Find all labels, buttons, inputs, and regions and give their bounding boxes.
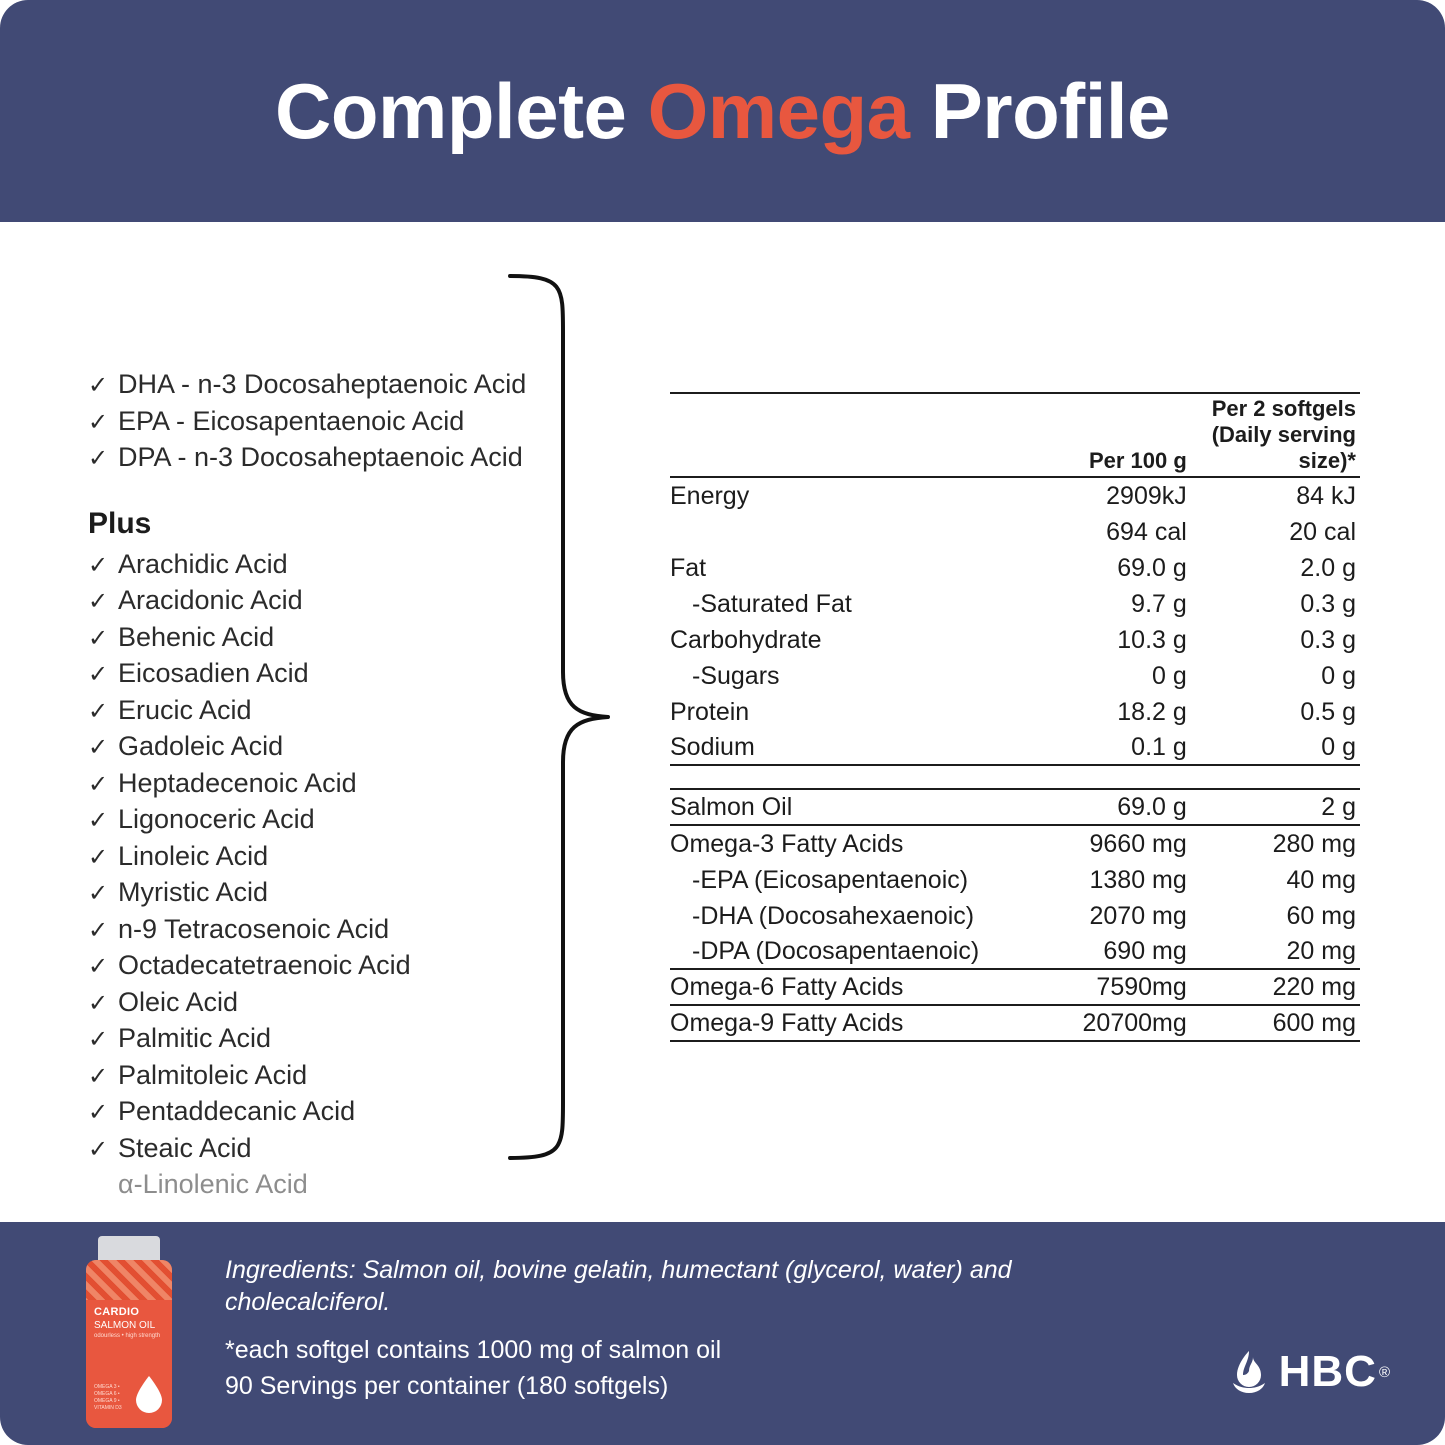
row-label: Energy xyxy=(670,482,750,510)
row-per100g: 18.2 g xyxy=(1117,698,1187,726)
check-icon: ✓ xyxy=(88,989,109,1017)
table-row xyxy=(670,969,1360,1005)
check-icon: ✓ xyxy=(88,843,109,871)
content-area xyxy=(0,222,1445,1222)
row-per100g: 694 cal xyxy=(1106,518,1187,546)
row-per100g: 69.0 g xyxy=(1117,554,1187,582)
row-per100g: 2909kJ xyxy=(1106,482,1187,510)
list-item-label: Arachidic Acid xyxy=(118,548,288,579)
check-icon: ✓ xyxy=(88,697,109,725)
bottle-label-details: OMEGA 3 • OMEGA 6 • OMEGA 9 • VITAMIN D3 xyxy=(94,1384,122,1411)
check-icon: ✓ xyxy=(88,661,109,688)
row-per100g: 7590mg xyxy=(1019,969,1190,1005)
bottle-label-title: CARDIO xyxy=(94,1306,140,1318)
table-row xyxy=(670,513,1360,549)
row-label: -DPA (Docosapentaenoic) xyxy=(670,933,1019,969)
list-item-label: Behenic Acid xyxy=(118,621,275,652)
page-title-part2: Profile xyxy=(909,66,1170,155)
check-icon: ✓ xyxy=(88,588,109,615)
row-per2softgels: 40 mg xyxy=(1286,866,1356,894)
check-icon: ✓ xyxy=(88,408,109,436)
table-header-blank xyxy=(670,393,1019,477)
table-row xyxy=(670,933,1360,969)
list-item-label: Steaic Acid xyxy=(118,1132,252,1163)
table-row xyxy=(670,897,1360,933)
bottle-cap xyxy=(98,1236,160,1262)
list-item-label: EPA - Eicosapentaenoic Acid xyxy=(118,405,465,436)
check-icon: ✓ xyxy=(88,953,109,980)
curly-brace-icon xyxy=(508,272,618,1162)
plus-heading: Plus xyxy=(88,506,152,540)
page-title-part1: Complete xyxy=(275,66,648,155)
list-item-label: Myristic Acid xyxy=(118,877,269,907)
row-label: -Sugars xyxy=(692,662,780,690)
list-item-faded xyxy=(88,1167,608,1204)
table-header-per2softgels-line2: (Daily serving size)* xyxy=(1211,422,1356,473)
list-item-label: Palmitic Acid xyxy=(118,1023,272,1053)
bottle-label-subtitle: SALMON OIL xyxy=(94,1320,156,1331)
row-label: Fat xyxy=(670,554,707,582)
row-per2softgels: 2.0 g xyxy=(1300,554,1356,582)
list-item-label: Gadoleic Acid xyxy=(118,731,284,761)
row-per2softgels: 280 mg xyxy=(1272,830,1356,858)
list-item-label: Eicosadien Acid xyxy=(118,658,309,688)
hbc-registered-mark: ® xyxy=(1378,1363,1390,1381)
list-item-label: Ligonoceric Acid xyxy=(118,804,315,834)
check-icon: ✓ xyxy=(88,1062,109,1090)
row-per2softgels: 20 mg xyxy=(1191,933,1360,969)
nutrition-table xyxy=(670,392,1360,1042)
ingredients-text: Ingredients: Salmon oil, bovine gelatin, humectant (glycerol, water) and cholecalciferol. xyxy=(225,1256,1012,1316)
table-header-per2softgels xyxy=(1191,393,1360,477)
flame-icon xyxy=(1229,1349,1269,1395)
list-item-label: Heptadecenoic Acid xyxy=(118,767,357,798)
footer-text-block xyxy=(225,1254,1125,1404)
bottle-body xyxy=(86,1260,172,1428)
row-per100g: 690 mg xyxy=(1019,933,1190,969)
bottle-label xyxy=(86,1300,172,1428)
row-per2softgels: 2 g xyxy=(1191,789,1360,825)
servings-note: 90 Servings per container (180 softgels) xyxy=(225,1372,669,1400)
table-row xyxy=(670,693,1360,729)
check-icon: ✓ xyxy=(88,1099,109,1126)
row-per2softgels: 0.5 g xyxy=(1300,698,1356,726)
check-icon: ✓ xyxy=(88,372,109,399)
row-per2softgels: 0.3 g xyxy=(1300,590,1356,618)
row-label: Omega-6 Fatty Acids xyxy=(670,969,1019,1005)
row-per100g: 20700mg xyxy=(1019,1005,1190,1041)
check-icon: ✓ xyxy=(88,734,109,761)
check-icon: ✓ xyxy=(88,1135,109,1163)
row-per2softgels: 0.3 g xyxy=(1300,626,1356,654)
table-row xyxy=(670,657,1360,693)
table-header-per2softgels-line1: Per 2 softgels xyxy=(1211,396,1356,421)
footer-banner xyxy=(0,1222,1445,1445)
table-header-per100g: Per 100 g xyxy=(1019,393,1190,477)
table-spacer xyxy=(670,765,1360,789)
row-per2softgels: 20 cal xyxy=(1289,518,1356,546)
check-icon: ✓ xyxy=(88,624,109,652)
row-per2softgels: 84 kJ xyxy=(1296,482,1356,510)
row-per100g: 0 g xyxy=(1152,662,1187,690)
check-icon: ✓ xyxy=(88,880,109,907)
table-row xyxy=(670,729,1360,765)
table-row xyxy=(670,861,1360,897)
table-header-row xyxy=(670,393,1360,477)
check-icon: ✓ xyxy=(88,807,109,834)
row-label: Salmon Oil xyxy=(670,789,1019,825)
list-item-label: n-9 Tetracosenoic Acid xyxy=(118,913,390,944)
row-per100g: 2070 mg xyxy=(1089,902,1187,930)
row-label: Omega-9 Fatty Acids xyxy=(670,1005,1019,1041)
header-banner xyxy=(0,0,1445,222)
row-per2softgels: 0 g xyxy=(1191,729,1360,765)
table-row xyxy=(670,549,1360,585)
water-drop-icon xyxy=(134,1374,164,1414)
check-icon: ✓ xyxy=(88,445,109,472)
list-item-label: Octadecatetraenoic Acid xyxy=(118,950,411,980)
table-row xyxy=(670,477,1360,513)
list-item-label: Erucic Acid xyxy=(118,694,252,725)
row-per100g: 1380 mg xyxy=(1089,866,1187,894)
row-per2softgels: 0 g xyxy=(1321,662,1356,690)
list-item-label: Pentaddecanic Acid xyxy=(118,1096,356,1126)
row-per100g: 69.0 g xyxy=(1019,789,1190,825)
row-per100g: 10.3 g xyxy=(1117,626,1187,654)
hbc-logo xyxy=(1229,1347,1390,1397)
check-icon: ✓ xyxy=(88,551,109,579)
check-icon: ✓ xyxy=(88,916,109,944)
list-item-label: α-Linolenic Acid xyxy=(118,1169,308,1199)
table-row xyxy=(670,621,1360,657)
row-label: Omega-3 Fatty Acids xyxy=(670,830,904,858)
product-bottle-image xyxy=(80,1236,186,1432)
table-row xyxy=(670,789,1360,825)
row-label: Carbohydrate xyxy=(670,626,822,654)
list-item-label: Aracidonic Acid xyxy=(118,585,303,615)
check-icon: ✓ xyxy=(88,770,109,798)
page-title xyxy=(275,66,1170,157)
list-item-label: Palmitoleic Acid xyxy=(118,1059,308,1090)
softgel-note: *each softgel contains 1000 mg of salmon oil xyxy=(225,1336,722,1364)
row-label: Protein xyxy=(670,698,750,726)
list-item-label: DHA - n-3 Docosaheptaenoic Acid xyxy=(118,369,527,399)
row-label: -DHA (Docosahexaenoic) xyxy=(692,902,975,930)
row-per100g: 9660 mg xyxy=(1089,830,1187,858)
table-row xyxy=(670,585,1360,621)
row-per2softgels: 220 mg xyxy=(1191,969,1360,1005)
row-label xyxy=(670,513,1019,549)
row-per2softgels: 60 mg xyxy=(1286,902,1356,930)
hbc-wordmark: HBC xyxy=(1278,1347,1377,1396)
row-label: -EPA (Eicosapentaenoic) xyxy=(692,866,969,894)
list-item-label: DPA - n-3 Docosaheptaenoic Acid xyxy=(118,442,523,472)
check-icon: ✓ xyxy=(88,1026,109,1053)
bottle-label-tagline: odourless • high strength xyxy=(94,1333,161,1339)
table-row xyxy=(670,1005,1360,1041)
table-row xyxy=(670,825,1360,861)
list-item-label: Oleic Acid xyxy=(118,986,239,1017)
row-label: -Saturated Fat xyxy=(692,590,852,618)
row-per2softgels: 600 mg xyxy=(1191,1005,1360,1041)
row-per100g: 9.7 g xyxy=(1131,590,1187,618)
row-per100g: 0.1 g xyxy=(1019,729,1190,765)
page-title-accent: Omega xyxy=(647,66,910,155)
list-item-label: Linoleic Acid xyxy=(118,840,269,871)
row-label: Sodium xyxy=(670,729,1019,765)
